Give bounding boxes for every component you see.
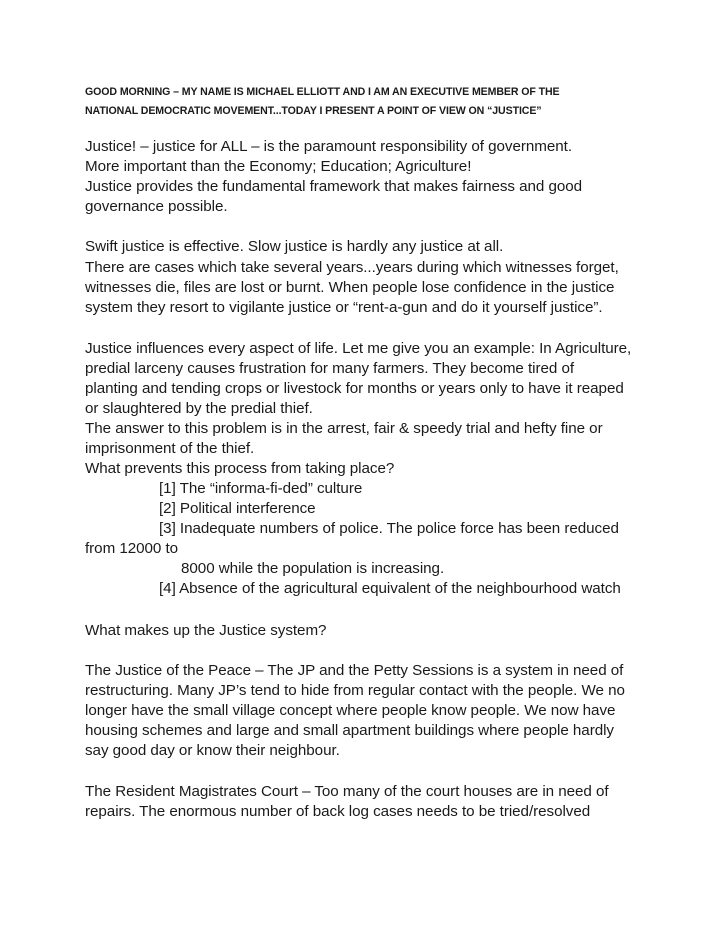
body-line: restructuring. Many JP’s tend to hide from regular contact with the people. We no <box>85 682 625 699</box>
body-line: say good day or know their neighbour. <box>85 742 340 759</box>
heading-line: NATIONAL DEMOCRATIC MOVEMENT...TODAY I PRESENT A POINT OF VIEW ON “JUSTICE” <box>85 105 542 117</box>
body-line: housing schemes and large and small apartment buildings where people hardly <box>85 722 614 739</box>
body-line: system they resort to vigilante justice or “rent-a-gun and do it yourself justice”. <box>85 299 603 316</box>
body-line: Justice! – justice for ALL – is the paramount responsibility of government. <box>85 138 573 155</box>
body-line: imprisonment of the thief. <box>85 440 255 457</box>
body-line: planting and tending crops or livestock for months or years only to have it reaped <box>85 380 624 397</box>
list-item: [2] Political interference <box>159 500 316 517</box>
body-line: longer have the small village concept where people know people. We now have <box>85 702 616 719</box>
list-item: [3] Inadequate numbers of police. The police force has been reduced <box>159 520 619 537</box>
body-line: witnesses die, files are lost or burnt. When people lose confidence in the justice <box>85 279 615 296</box>
body-line: There are cases which take several years...years during which witnesses forget, <box>85 259 619 276</box>
body-line: Justice influences every aspect of life. Let me give you an example: In Agriculture, <box>85 340 632 357</box>
body-line: repairs. The enormous number of back log cases needs to be tried/resolved <box>85 803 591 820</box>
body-line: or slaughtered by the predial thief. <box>85 400 313 417</box>
body-line: from 12000 to <box>85 540 179 557</box>
body-line: The Resident Magistrates Court – Too many of the court houses are in need of <box>85 783 609 800</box>
body-line: governance possible. <box>85 198 228 215</box>
body-line: What prevents this process from taking place? <box>85 460 395 477</box>
body-line: Swift justice is effective. Slow justice is hardly any justice at all. <box>85 238 504 255</box>
list-item: [1] The “informa-fi-ded” culture <box>159 480 363 497</box>
heading-line: GOOD MORNING – MY NAME IS MICHAEL ELLIOTT AND I AM AN EXECUTIVE MEMBER OF THE <box>85 86 560 98</box>
document-heading <box>85 83 685 121</box>
body-line: More important than the Economy; Education; Agriculture! <box>85 158 472 175</box>
list-item-continuation: 8000 while the population is increasing. <box>181 560 445 577</box>
list-item: [4] Absence of the agricultural equivalent of the neighbourhood watch <box>159 580 621 597</box>
body-line: The answer to this problem is in the arrest, fair & speedy trial and hefty fine or <box>85 420 603 437</box>
body-line: predial larceny causes frustration for many farmers. They become tired of <box>85 360 575 377</box>
body-line: Justice provides the fundamental framework that makes fairness and good <box>85 178 583 195</box>
body-line: The Justice of the Peace – The JP and the Petty Sessions is a system in need of <box>85 662 624 679</box>
body-line: What makes up the Justice system? <box>85 622 327 639</box>
